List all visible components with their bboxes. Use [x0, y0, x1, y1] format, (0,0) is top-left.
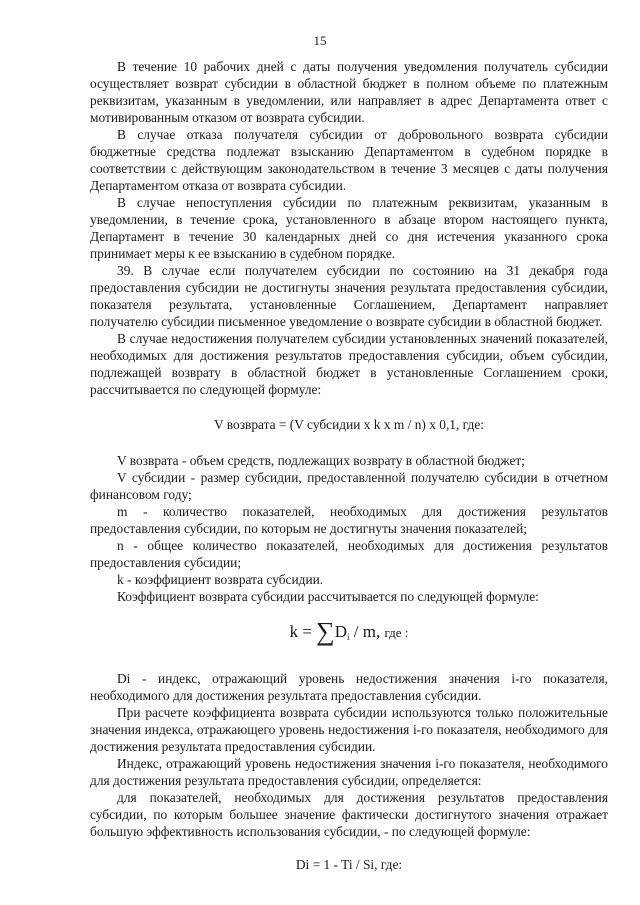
document-body [90, 58, 608, 873]
page-number: 15 [313, 33, 327, 48]
formula-k: k [289, 622, 299, 641]
paragraph: В течение 10 рабочих дней с даты получения уведомления получатель субсидии осуществляет возврат субсидии в областной бюджет в полном объеме по платежным реквизитам, указанным в уведомлении, или направляет в адрес Департамента ответ с мотивированным отказом от возврата субсидии. [90, 59, 608, 125]
formula-coefficient [90, 617, 608, 646]
definition-item: m - количество показателей, необходимых для достижения результатов предоставления субсидии, по которым не достигнуты значения показателей; [90, 504, 608, 536]
formula-subscript-i: i [347, 632, 350, 642]
paragraph: Коэффициент возврата субсидии рассчитывается по следующей формуле: [117, 589, 539, 604]
formula-where: где : [384, 625, 409, 640]
paragraph: 39. В случае если получателем субсидии по состоянию на 31 декабря года предоставления субсидии не достигнуты значения результата предоставления субсидии, показателя результата, установленные Соглашением, Департамент направляет получателю субсидии письменное уведомление о возврате субсидии в областной бюджет. [90, 263, 608, 329]
paragraph: Индекс, отражающий уровень недостижения значения i-го показателя, необходимого для достижения результата предоставления субсидии, определяется: [90, 756, 608, 788]
paragraph: При расчете коэффициента возврата субсидии используются только положительные значения индекса, отражающего уровень недостижения i-го показателя, необходимого для достижения результата предоставления субсидии. [90, 705, 608, 754]
definition-item: k - коэффициент возврата субсидии. [117, 572, 324, 587]
definition-item: n - общее количество показателей, необходимых для достижения результатов предоставления субсидии; [90, 538, 608, 570]
paragraph: В случае отказа получателя субсидии от добровольного возврата субсидии бюджетные средства подлежат взысканию Департаментом в судебном порядке в соответствии с действующим законодательством в течение 3 месяцев с даты получения Департаментом отказа от возврата субсидии. [90, 127, 608, 193]
definition-item: Di - индекс, отражающий уровень недостижения значения i-го показателя, необходимого для достижения результата предоставления субсидии. [90, 671, 608, 703]
definition-item: V возврата - объем средств, подлежащих возврату в областной бюджет; [117, 453, 525, 468]
formula-d: D [334, 622, 347, 641]
paragraph: В случае недостижения получателем субсидии установленных значений показателей, необходимых для достижения результатов предоставления субсидии, объем субсидии, подлежащей возврату в областной бюджет в установленные Соглашением сроки, рассчитывается по следующей формуле: [90, 331, 608, 397]
formula-index: Di = 1 - Ti / Si, где: [295, 857, 403, 872]
definition-item: V субсидии - размер субсидии, предоставленной получателю субсидии в отчетном финансовом году; [90, 470, 608, 502]
paragraph: В случае непоступления субсидии по платежным реквизитам, указанным в уведомлении, в течение срока, установленного в абзаце втором настоящего пункта, Департамент в течение 30 календарных дней со дня истечения указанного срока принимает меры к ее взысканию в судебном порядке. [90, 195, 608, 261]
formula-return-volume: V возврата = (V субсидии x k x m / n) x 0,1, где: [214, 417, 484, 432]
paragraph: для показателей, необходимых для достижения результатов предоставления субсидии, по которым большее значение фактически достигнутого значения отражает большую эффективность использования субсидии, - по следующей формуле: [90, 790, 608, 839]
formula-equals: = [302, 622, 312, 641]
sum-symbol: ∑ [316, 617, 335, 646]
formula-rest: / m, [353, 622, 381, 641]
